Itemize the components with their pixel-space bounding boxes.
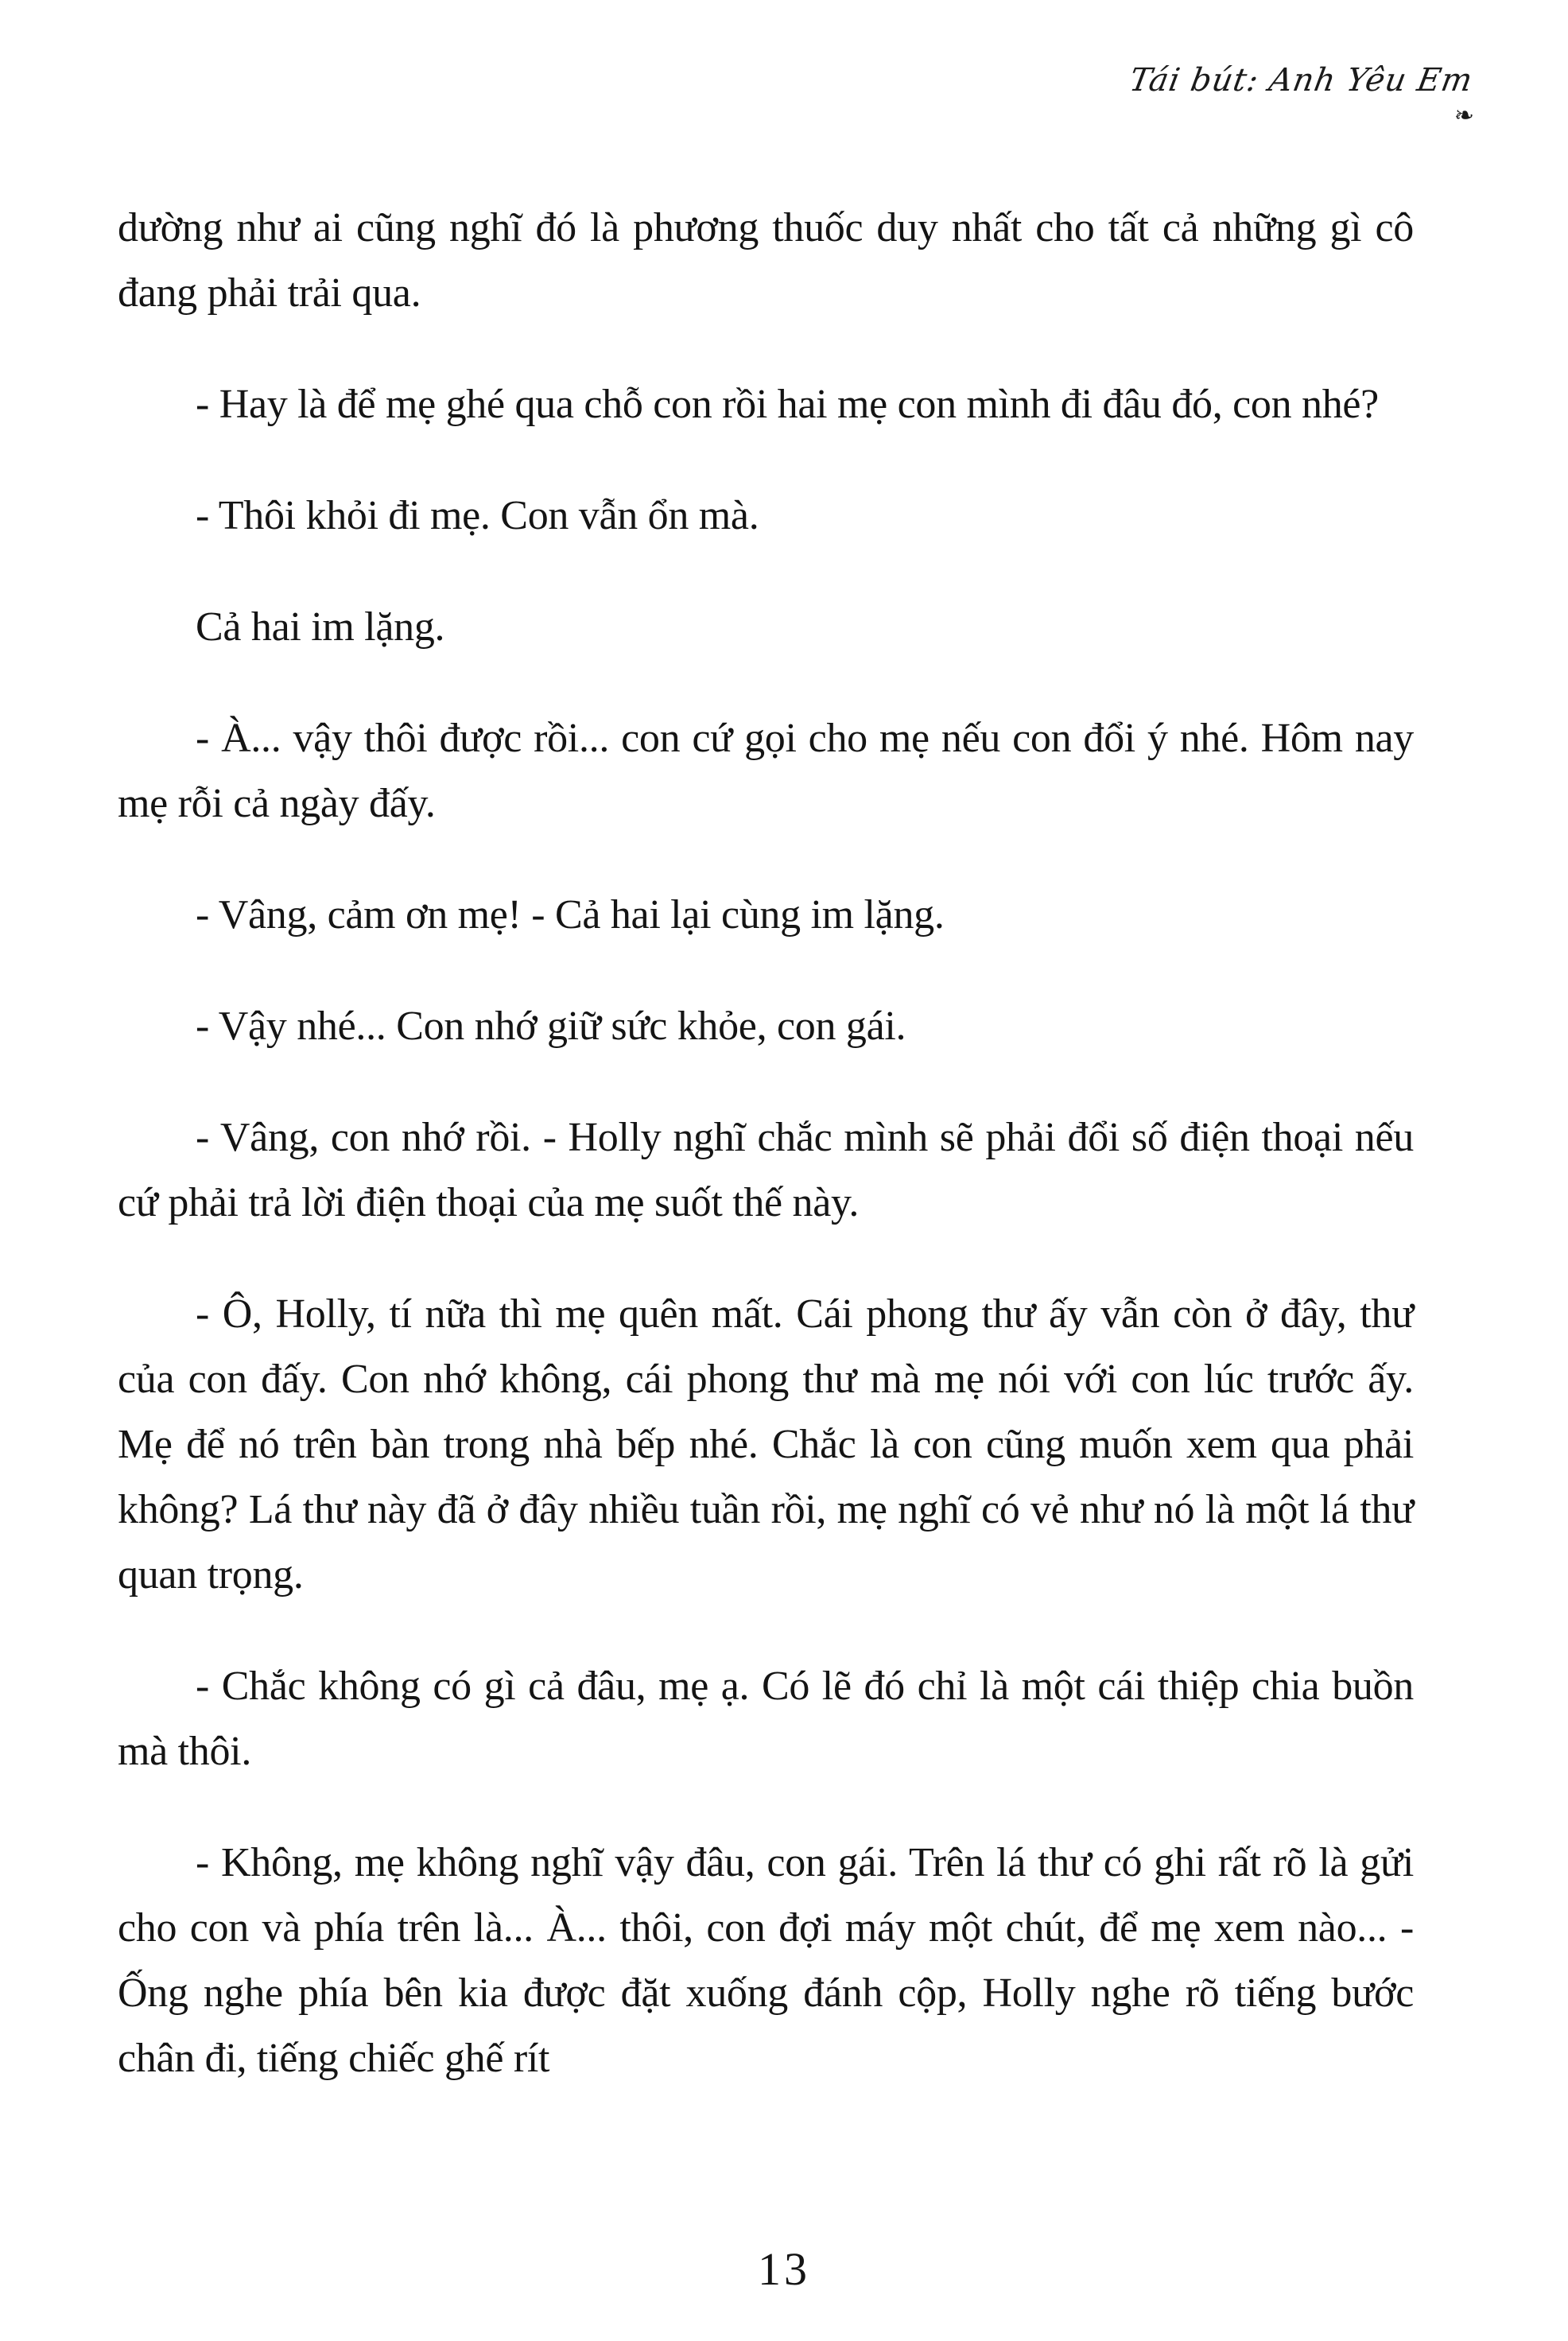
paragraph: - Hay là để mẹ ghé qua chỗ con rồi hai mẹ con mình đi đâu đó, con nhé? (196, 382, 1379, 427)
paragraph: - Vâng, cảm ơn mẹ! - Cả hai lại cùng im lặng. (196, 892, 945, 938)
paragraph-continuation: dường như ai cũng nghĩ đó là phương thuốc duy nhất cho tất cả những gì cô đang phải trải qua. (118, 205, 1414, 316)
paragraph: - Thôi khỏi đi mẹ. Con vẫn ổn mà. (196, 493, 759, 538)
paragraph: - Không, mẹ không nghĩ vậy đâu, con gái. Trên lá thư có ghi rất rõ là gửi cho con và phía trên là... À... thôi, con đợi máy một chút, để mẹ xem nào... - Ống nghe phía bên kia được đặt xuống đánh cộp, Holly nghe rõ tiếng bước chân đi, tiếng chiếc ghế rít (118, 1840, 1414, 2081)
running-header: Tái bút: Anh Yêu Em (1127, 62, 1477, 99)
header-flourish-icon: ❧ (1454, 102, 1474, 130)
page-number: 13 (758, 2243, 810, 2295)
body-text (118, 196, 1414, 2137)
paragraph: - Ô, Holly, tí nữa thì mẹ quên mất. Cái phong thư ấy vẫn còn ở đây, thư của con đấy. Con nhớ không, cái phong thư mà mẹ nói với con lúc trước ấy. Mẹ để nó trên bàn trong nhà bếp nhé. Chắc là con cũng muốn xem qua phải không? Lá thư này đã ở đây nhiều tuần rồi, mẹ nghĩ có vẻ như nó là một lá thư quan trọng. (118, 1291, 1414, 1598)
paragraph: - Vậy nhé... Con nhớ giữ sức khỏe, con gái. (196, 1004, 906, 1049)
paragraph: Cả hai im lặng. (196, 604, 445, 650)
paragraph: - Vâng, con nhớ rồi. - Holly nghĩ chắc mình sẽ phải đổi số điện thoại nếu cứ phải trả lời điện thoại của mẹ suốt thế này. (118, 1115, 1414, 1225)
paragraph: - À... vậy thôi được rồi... con cứ gọi cho mẹ nếu con đổi ý nhé. Hôm nay mẹ rỗi cả ngày đấy. (118, 716, 1414, 826)
paragraph: - Chắc không có gì cả đâu, mẹ ạ. Có lẽ đó chỉ là một cái thiệp chia buồn mà thôi. (118, 1664, 1414, 1774)
